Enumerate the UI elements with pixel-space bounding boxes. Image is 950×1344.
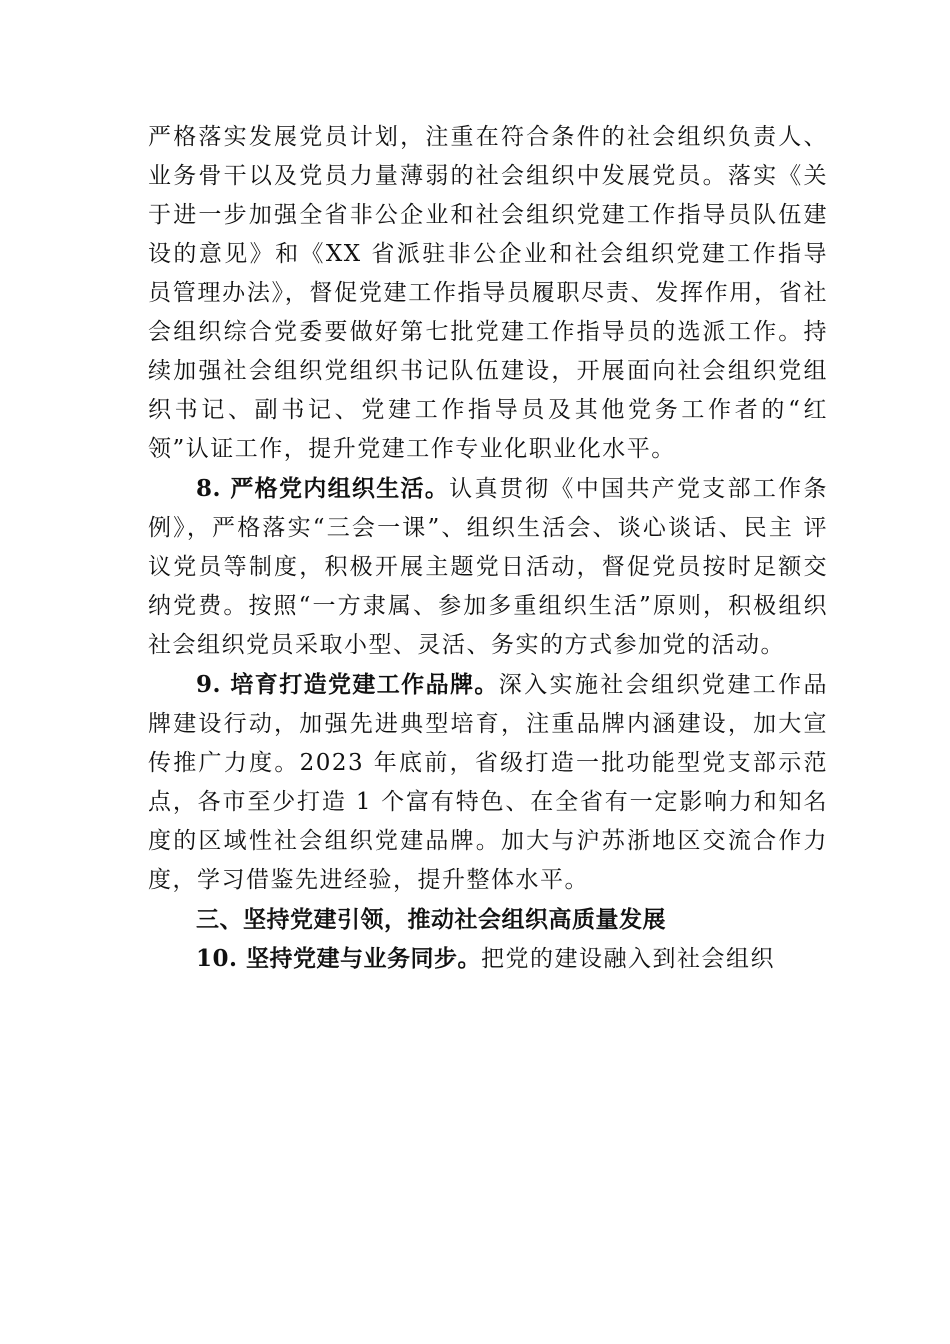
paragraph-brand-building: [148, 665, 828, 900]
section-heading: 三、坚持党建引领，推动社会组织高质量发展: [196, 906, 666, 933]
paragraph-lead: 10. 坚持党建与业务同步。: [196, 945, 482, 972]
paragraph-organizational-life: [148, 469, 828, 665]
paragraph-lead: 8. 严格党内组织生活。: [196, 475, 450, 502]
paragraph-lead: 9. 培育打造党建工作品牌。: [196, 671, 499, 698]
paragraph-party-member-development: [148, 118, 828, 469]
paragraph-text: 严格落实发展党员计划，注重在符合条件的社会组织负责人、业务骨干以及党员力量薄弱的社会组织中发展党员。落实《关于进一步加强全省非公企业和社会组织党建工作指导员队伍建设的意见》和《XX 省派驻非公企业和社会组织党建工作指导员管理办法》，督促党建工作指导员履职尽责、发挥作用，省社会组织综合党委要做好第七批党建工作指导员的选派工作。持续加强社会组织党组织书记队伍建设，开展面向社会组织党组织书记、副书记、党建工作指导员及其他党务工作者的“红领”认证工作，提升党建工作专业化职业化水平。: [148, 124, 828, 462]
paragraph-text: 认真贯彻《中国共产党支部工作条例》，严格落实“三会一课”、组织生活会、谈心谈话、民主 评议党员等制度，积极开展主题党日活动，督促党员按时足额交纳党费。按照“一方隶属、参加多重组织生活”原则，积极组织社会组织党员采取小型、灵活、务实的方式参加党的活动。: [148, 476, 828, 658]
document-page: [148, 118, 828, 979]
paragraph-text: 把党的建设融入到社会组织: [481, 946, 776, 972]
paragraph-party-business-sync: [148, 939, 828, 979]
paragraph-text: 深入实施社会组织党建工作品牌建设行动，加强先进典型培育，注重品牌内涵建设，加大宣传推广力度。2023 年底前，省级打造一批功能型党支部示范点，各市至少打造 1 个富有特色、在全省有一定影响力和知名度的区域性社会组织党建品牌。加大与沪苏浙地区交流合作力度，学习借鉴先进经验，提升整体水平。: [148, 672, 828, 893]
